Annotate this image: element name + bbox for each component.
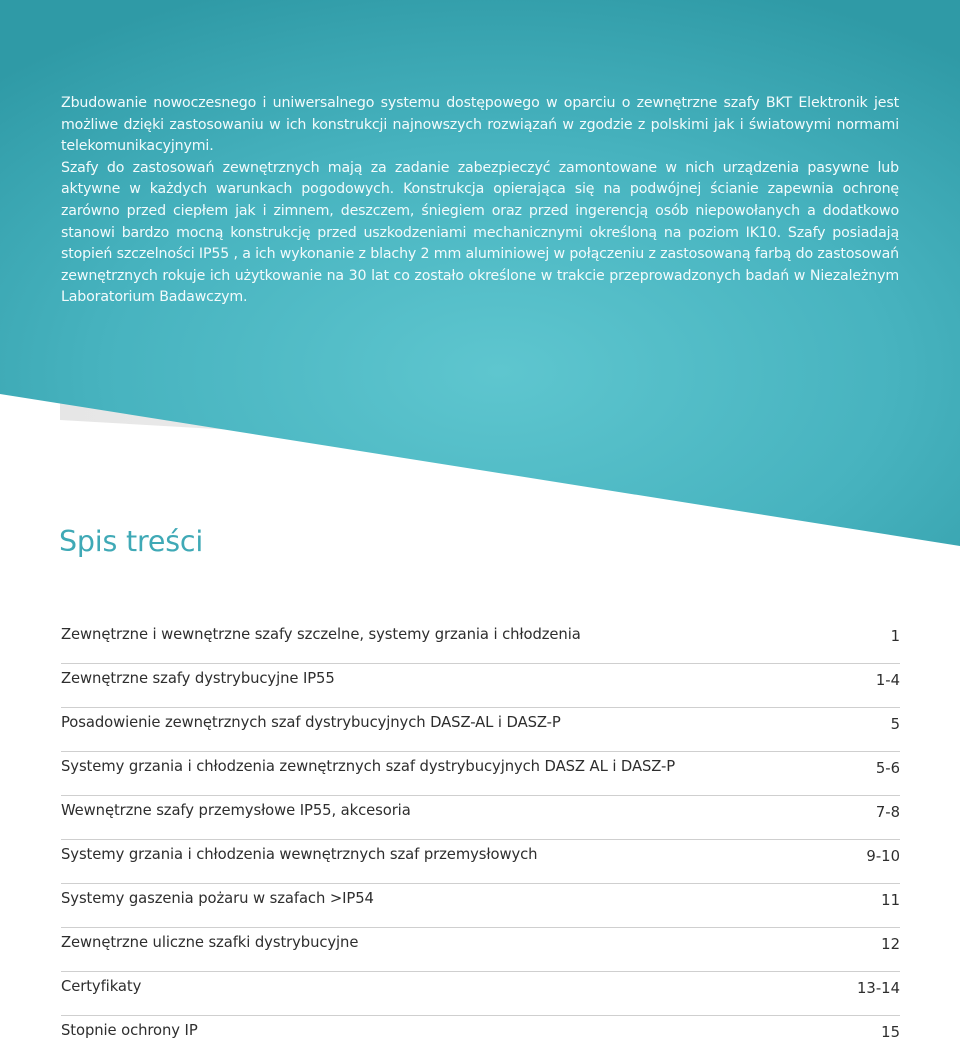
toc-item-label: Wewnętrzne szafy przemysłowe IP55, akcesoria <box>61 802 411 819</box>
toc-item[interactable] <box>61 752 900 796</box>
toc-item-label: Zewnętrzne szafy dystrybucyjne IP55 <box>61 670 335 687</box>
toc-item-page: 9-10 <box>866 848 900 865</box>
toc-item-page: 1-4 <box>875 672 900 689</box>
intro-paragraph-1: Zbudowanie nowoczesnego i uniwersalnego systemu dostępowego w oparciu o zewnętrzne szafy BKT Elektronik jest możliwe dzięki zastosowaniu w ich konstrukcji najnowszych rozwiązań w zgodzie z polskimi jak i światowymi normami telekomunikacyjnymi. <box>61 95 899 155</box>
toc-item-label: Systemy grzania i chłodzenia wewnętrznych szaf przemysłowych <box>61 846 538 863</box>
toc-item[interactable] <box>61 840 900 884</box>
intro-text <box>61 93 899 309</box>
toc-item-page: 7-8 <box>875 804 900 821</box>
toc-item-page: 5 <box>890 716 900 733</box>
toc-item[interactable] <box>61 620 900 664</box>
toc-item-page: 13-14 <box>857 980 900 997</box>
toc-item[interactable] <box>61 796 900 840</box>
toc-item-label: Stopnie ochrony IP <box>61 1022 198 1039</box>
toc-item-page: 15 <box>881 1024 900 1041</box>
toc-item[interactable] <box>61 884 900 928</box>
toc-title: Spis treści <box>59 525 204 558</box>
toc-item[interactable] <box>61 708 900 752</box>
toc-item-page: 11 <box>881 892 900 909</box>
toc-item-label: Zewnętrzne i wewnętrzne szafy szczelne, systemy grzania i chłodzenia <box>61 626 581 643</box>
toc-item-label: Systemy gaszenia pożaru w szafach >IP54 <box>61 890 374 907</box>
toc-item[interactable] <box>61 664 900 708</box>
toc-item-label: Posadowienie zewnętrznych szaf dystrybucyjnych DASZ-AL i DASZ-P <box>61 714 561 731</box>
toc-item[interactable] <box>61 1016 900 1059</box>
toc-item[interactable] <box>61 928 900 972</box>
intro-paragraph-2: Szafy do zastosowań zewnętrznych mają za zadanie zabezpieczyć zamontowane w nich urządzenia pasywne lub aktywne w każdych warunkach pogodowych. Konstrukcja opierająca się na podwójnej ścianie zapewnia ochronę zarówno przed ciepłem jak i zimnem, deszczem, śniegiem oraz przed ingerencją osób niepowołanych a dodatkowo stanowi bardzo mocną konstrukcję przed uszkodzeniami mechanicznymi określoną na poziom IK10. Szafy posiadają stopień szczelności IP55 , a ich wykonanie z blachy 2 mm aluminiowej w połączeniu z zastosowaną farbą do zastosowań zewnętrznych rokuje ich użytkowanie na 30 lat co zostało określone w trakcie przeprowadzonych badań w Niezależnym Laboratorium Badawczym. <box>61 159 899 306</box>
toc-item-page: 12 <box>881 936 900 953</box>
toc-item-label: Zewnętrzne uliczne szafki dystrybucyjne <box>61 934 359 951</box>
toc-item-page: 1 <box>890 628 900 645</box>
toc-item[interactable] <box>61 972 900 1016</box>
toc-list <box>61 620 900 1059</box>
toc-item-label: Certyfikaty <box>61 978 142 995</box>
toc-item-page: 5-6 <box>875 760 900 777</box>
toc-item-label: Systemy grzania i chłodzenia zewnętrznych szaf dystrybucyjnych DASZ AL i DASZ-P <box>61 758 676 775</box>
